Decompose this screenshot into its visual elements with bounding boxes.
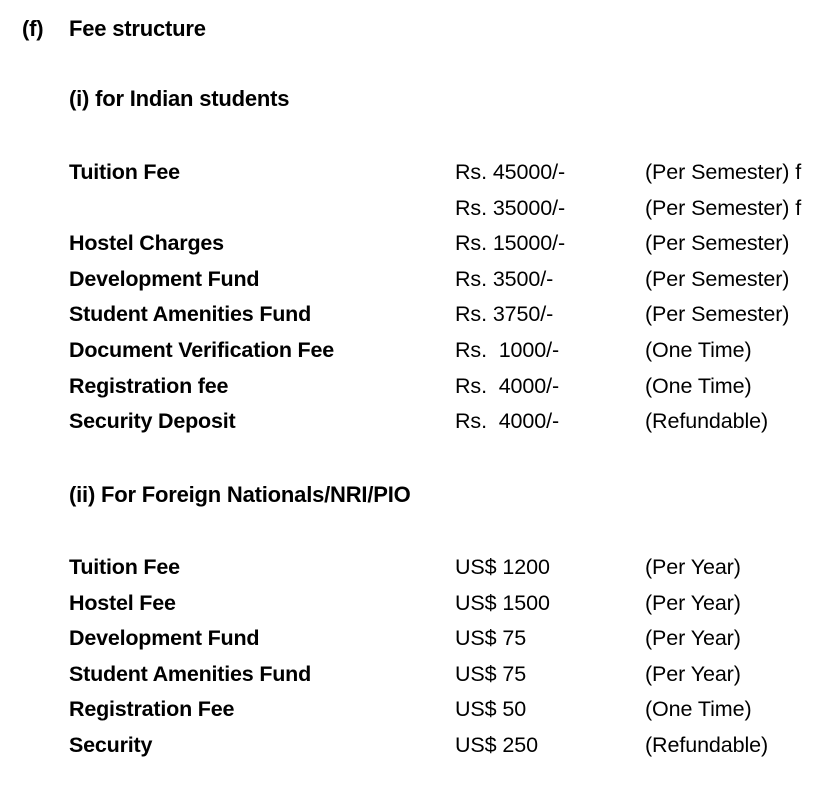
fee-row <box>0 733 834 769</box>
fee-indian-note: (One Time) <box>645 373 752 398</box>
fee-table-indian <box>0 160 834 445</box>
fee-foreign-amount: US$ 250 <box>455 732 538 757</box>
fee-indian-note: (Per Semester) <box>645 266 790 291</box>
fee-foreign-amount: US$ 1200 <box>455 555 550 579</box>
fee-foreign-label: Hostel Fee <box>69 590 176 615</box>
fee-row <box>0 374 834 410</box>
fee-indian-note: (Per Semester) <box>645 231 790 256</box>
fee-indian-note: (Refundable) <box>645 409 769 434</box>
fee-indian-label: Hostel Charges <box>69 231 224 256</box>
fee-indian-amount: Rs. 35000/- <box>455 195 566 220</box>
fee-indian-label: Student Amenities Fund <box>69 302 312 327</box>
section-marker: (f) <box>22 16 44 41</box>
fee-foreign-label: Registration Fee <box>69 697 235 722</box>
fee-foreign-note: (Per Year) <box>645 626 741 651</box>
fee-indian-label: Document Verification Fee <box>69 337 335 362</box>
subsection-heading-foreign: (ii) For Foreign Nationals/NRI/PIO <box>69 482 411 507</box>
fee-row <box>0 409 834 445</box>
fee-foreign-note: (Refundable) <box>645 732 769 757</box>
fee-indian-label: Development Fund <box>69 266 260 291</box>
fee-foreign-amount: US$ 50 <box>455 697 527 722</box>
fee-row <box>0 231 834 267</box>
fee-row <box>0 338 834 374</box>
fee-row <box>0 662 834 698</box>
fee-row <box>0 626 834 662</box>
fee-row <box>0 196 834 232</box>
subsection-heading-indian: (i) for Indian students <box>69 86 290 111</box>
fee-indian-amount: Rs. 3750/- <box>455 302 554 327</box>
section-title: Fee structure <box>69 16 206 41</box>
fee-foreign-note: (Per Year) <box>645 590 741 615</box>
fee-indian-label: Tuition Fee <box>69 160 180 184</box>
fee-row <box>0 160 834 196</box>
fee-foreign-label: Development Fund <box>69 626 260 651</box>
fee-indian-amount: Rs. 4000/- <box>455 373 560 398</box>
fee-foreign-note: (One Time) <box>645 697 752 722</box>
fee-indian-amount: Rs. 45000/- <box>455 160 566 184</box>
fee-row <box>0 591 834 627</box>
fee-indian-note: (Per Semester) <box>645 302 790 327</box>
fee-indian-amount: Rs. 4000/- <box>455 409 560 434</box>
fee-row <box>0 267 834 303</box>
fee-indian-amount: Rs. 1000/- <box>455 337 560 362</box>
fee-table-foreign <box>0 555 834 769</box>
fee-foreign-label: Security <box>69 732 153 757</box>
fee-foreign-label: Tuition Fee <box>69 555 180 579</box>
fee-foreign-label: Student Amenities Fund <box>69 661 312 686</box>
fee-indian-note: (One Time) <box>645 337 752 362</box>
fee-indian-label: Security Deposit <box>69 409 236 434</box>
fee-indian-label: Registration fee <box>69 373 229 398</box>
fee-foreign-amount: US$ 75 <box>455 661 527 686</box>
fee-foreign-amount: US$ 75 <box>455 626 527 651</box>
fee-foreign-amount: US$ 1500 <box>455 590 550 615</box>
fee-indian-amount: Rs. 15000/- <box>455 231 566 256</box>
fee-indian-note: (Per Semester) f <box>645 195 802 220</box>
fee-row <box>0 555 834 591</box>
fee-row <box>0 302 834 338</box>
fee-foreign-note: (Per Year) <box>645 661 741 686</box>
section-heading <box>22 16 834 42</box>
fee-row <box>0 697 834 733</box>
fee-foreign-note: (Per Year) <box>645 555 741 579</box>
fee-indian-amount: Rs. 3500/- <box>455 266 554 291</box>
fee-indian-note: (Per Semester) f <box>645 160 802 184</box>
